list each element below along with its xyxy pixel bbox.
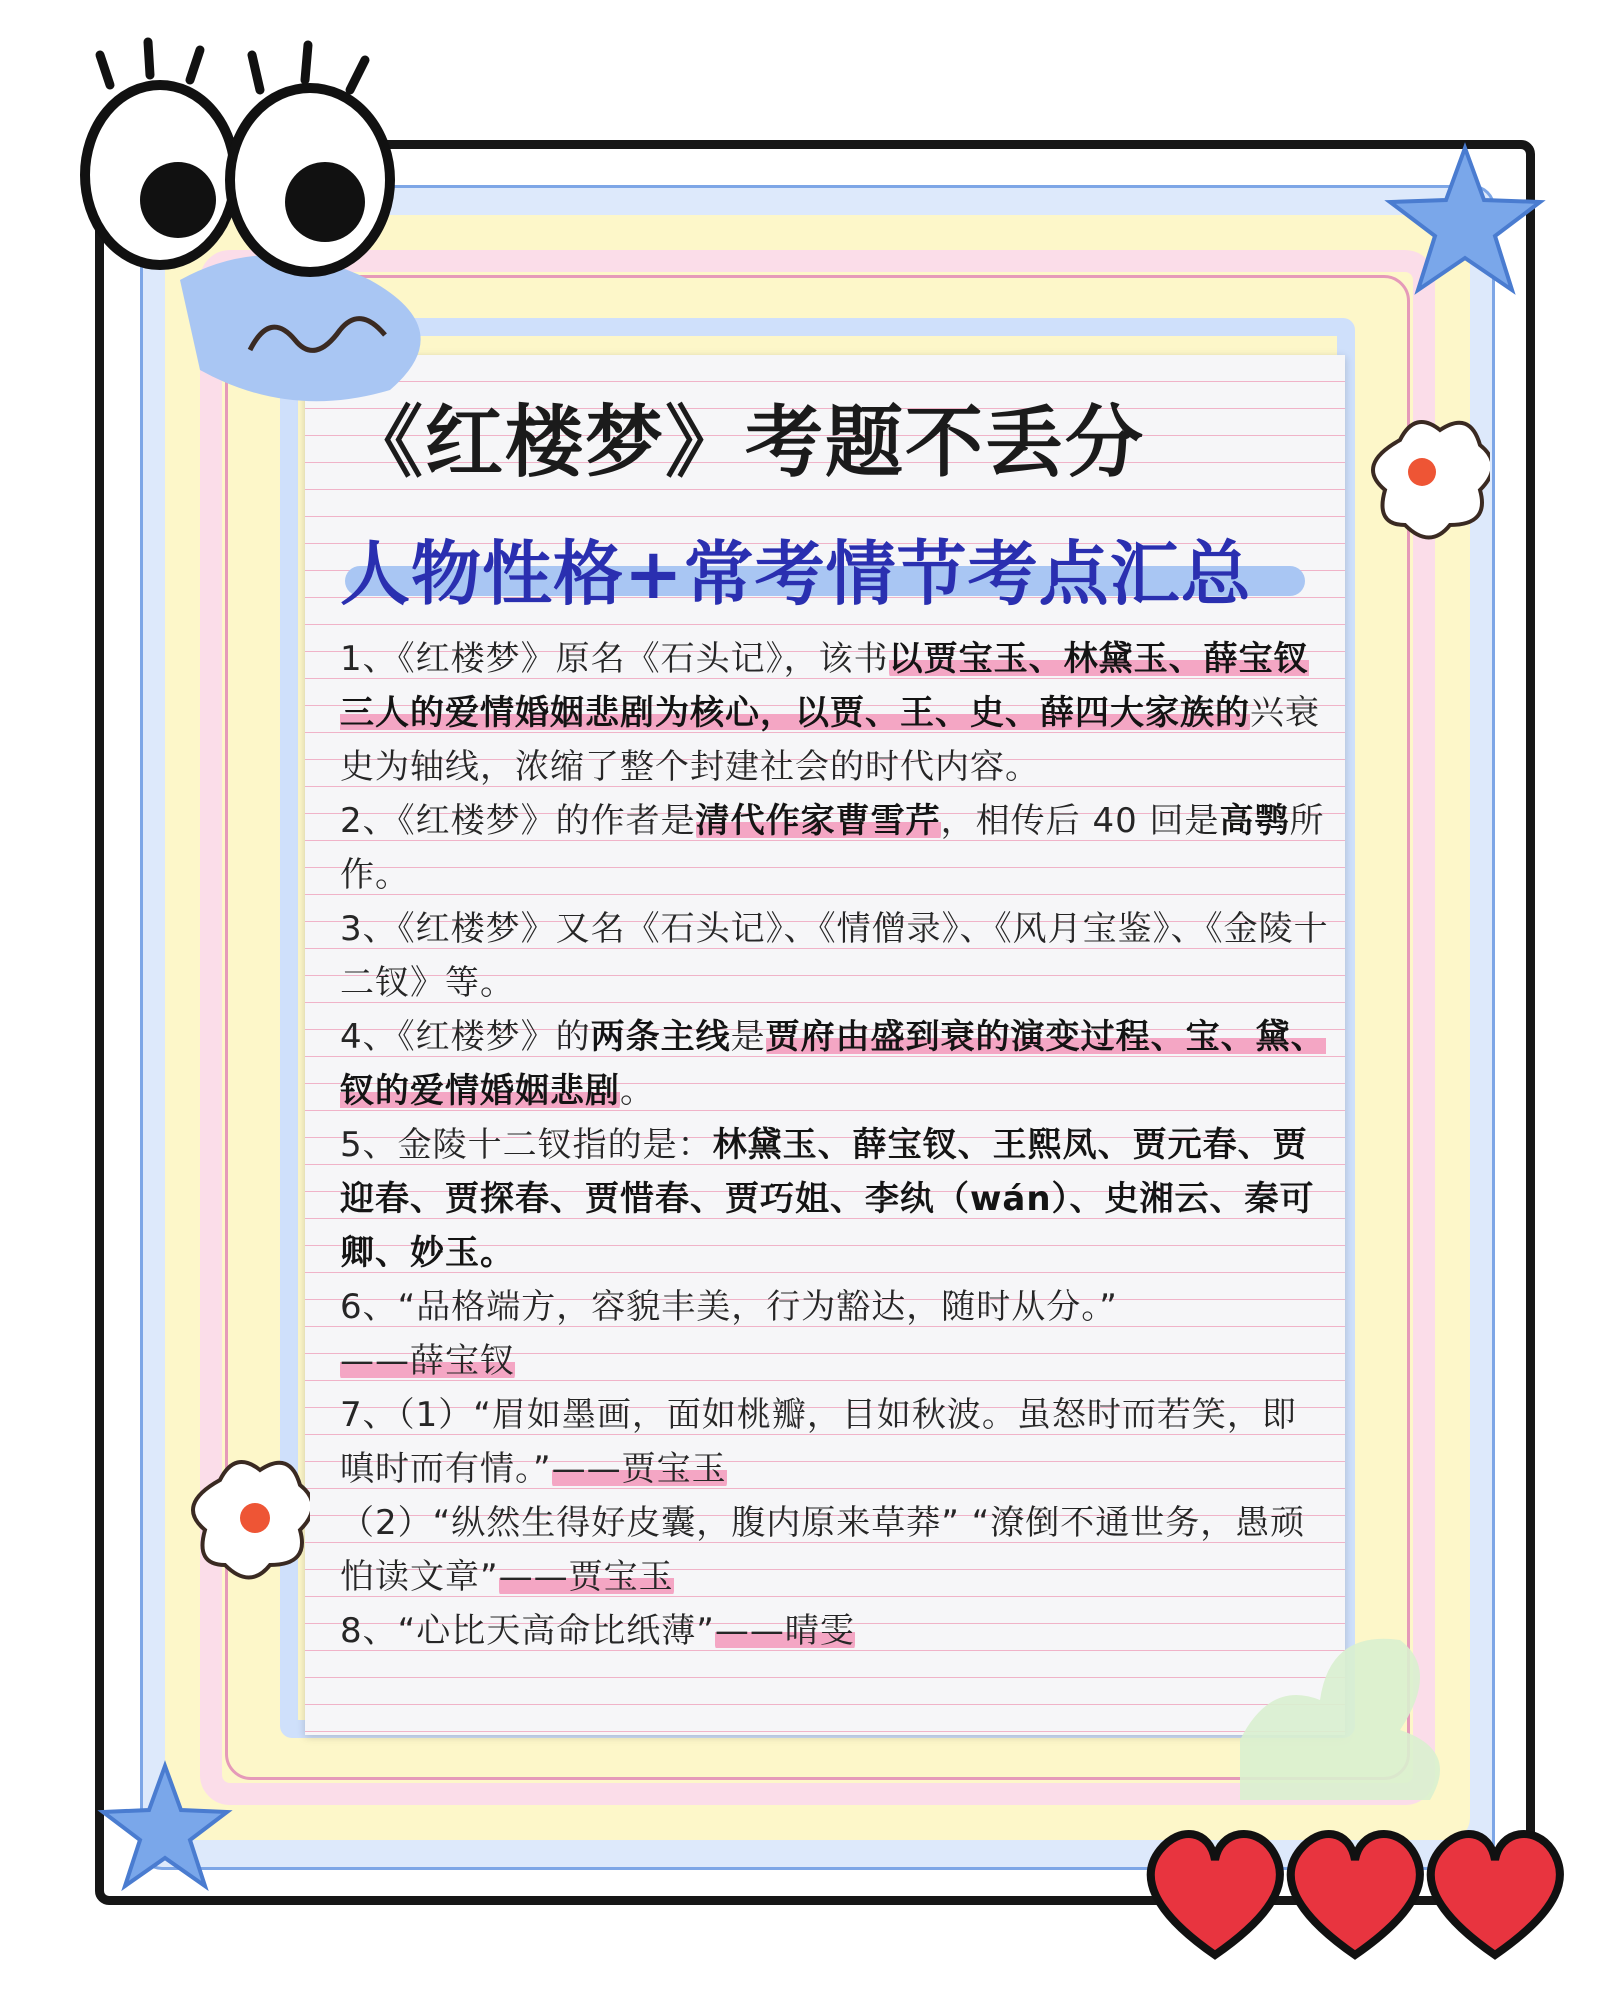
item-text: 兴衰史为轴线，浓缩了整个封建社会的时代内容。 <box>340 693 1320 787</box>
page-subtitle: 人物性格+常考情节考点汇总 <box>340 533 1252 615</box>
cartoon-eyes-icon <box>40 30 460 430</box>
list-item <box>340 1280 1330 1388</box>
item-text: （2）“纵然生得好皮囊，腹内原来草莽” “潦倒不通世务，愚顽怕读文章” <box>340 1503 1306 1597</box>
item-highlight: ——薛宝钗 <box>340 1341 515 1381</box>
item-highlight: ——贾宝玉 <box>551 1449 727 1489</box>
item-bold: 林黛玉、薛宝钗、王熙凤、贾元春、贾迎春、贾探春、贾惜春、贾巧姐、李纨（wán）、史湘云、秦可卿、妙玉。 <box>340 1125 1315 1273</box>
list-item <box>340 1010 1330 1118</box>
item-highlight: ——晴雯 <box>714 1611 855 1651</box>
item-highlight: 以贾宝玉、林黛玉、薛宝钗三人的爱情婚姻悲剧为核心，以贾、王、史、薛四大家族的 <box>340 639 1309 733</box>
item-highlight: 清代作家曹雪芹 <box>695 801 941 841</box>
item-text: 是 <box>730 1017 766 1057</box>
page-title: 《红楼梦》考题不丢分 <box>345 397 1146 488</box>
list-item <box>340 1496 1330 1604</box>
item-text: 。 <box>620 1071 655 1111</box>
list-item <box>340 1604 1330 1658</box>
flower-icon <box>180 1440 310 1590</box>
item-text: 6、“品格端方，容貌丰美，行为豁达，随时从分。” <box>340 1287 1118 1327</box>
list-item <box>340 794 1330 902</box>
list-item: 3、《红楼梦》又名《石头记》、《情僧录》、《风月宝鉴》、《金陵十二钗》等。 <box>340 909 1329 1003</box>
list-item <box>340 632 1330 794</box>
item-text: 所作。 <box>340 801 1325 895</box>
item-text: 7、（1）“眉如墨画，面如桃瓣，目如秋波。虽怒时而若笑，即嗔时而有情。” <box>340 1395 1297 1489</box>
item-text: 2、《红楼梦》的作者是 <box>340 801 696 841</box>
star-icon <box>1380 140 1550 310</box>
content-body <box>340 632 1330 1658</box>
item-highlight: 贾府由盛到衰的演变过程、宝、黛、钗的爱情婚姻悲剧 <box>340 1017 1326 1111</box>
star-icon <box>95 1760 235 1900</box>
list-item <box>340 1388 1330 1496</box>
list-item <box>340 1118 1330 1280</box>
item-text: 4、《红楼梦》的 <box>340 1017 591 1057</box>
item-highlight: ——贾宝玉 <box>498 1557 674 1597</box>
item-bold: 高鹗 <box>1219 801 1290 841</box>
item-bold: 两条主线 <box>590 1017 731 1057</box>
item-text: 1、《红楼梦》原名《石头记》，该书 <box>340 639 889 679</box>
item-text: 5、金陵十二钗指的是： <box>340 1125 713 1165</box>
heart-icon <box>1140 1815 1590 1975</box>
item-text: 8、“心比天高命比纸薄” <box>340 1611 715 1651</box>
item-text: ，相传后 40 回是 <box>940 801 1220 841</box>
flower-icon <box>1360 400 1490 550</box>
